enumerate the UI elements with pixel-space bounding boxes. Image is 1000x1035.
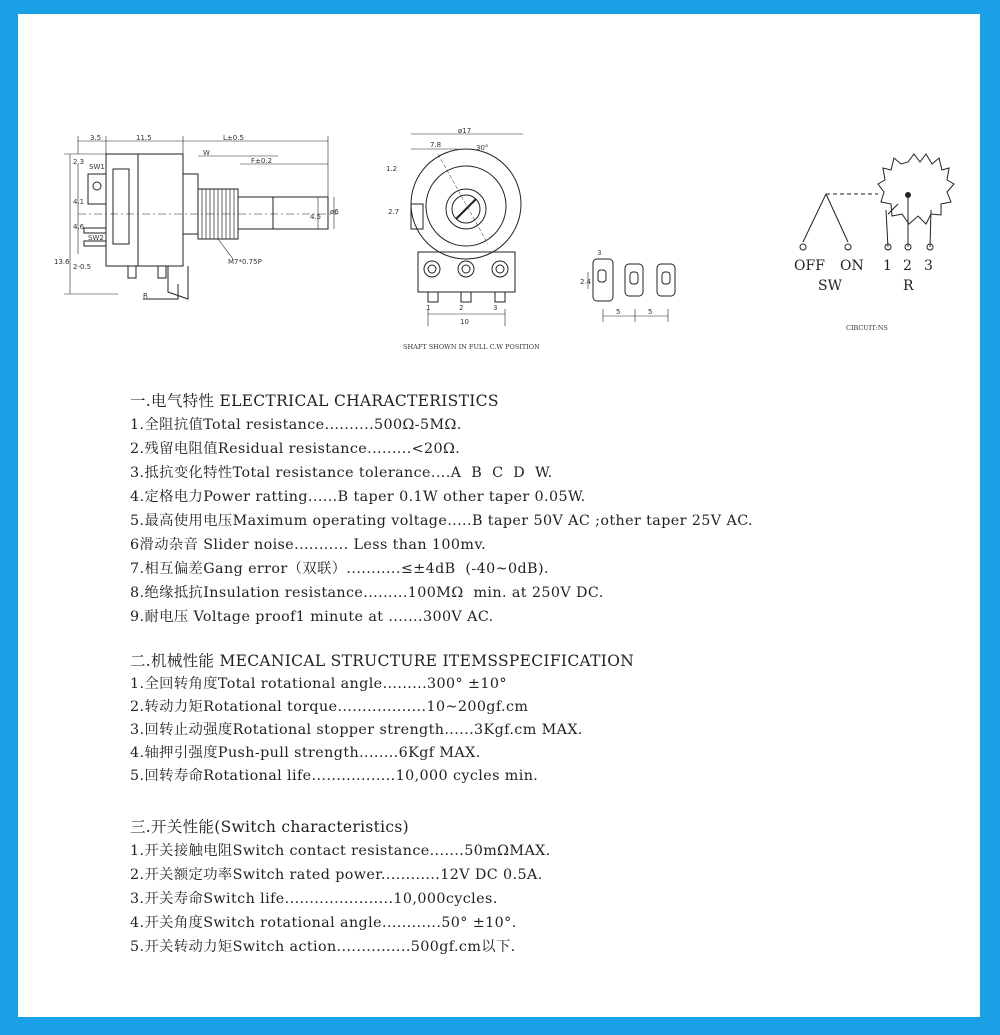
spec-line: 4.轴押引强度Push-pull strength........6Kgf MAX.	[130, 745, 481, 761]
circuit-off-label: OFF	[794, 258, 825, 274]
front-view	[411, 134, 523, 326]
spec-line: 9.耐电压 Voltage proof1 minute at .......300V AC.	[130, 609, 494, 625]
spec-line: 8.绝缘抵抗Insulation resistance.........100MΩ min. at 250V DC.	[130, 585, 604, 601]
dim-label: W	[203, 149, 210, 157]
side-view	[64, 136, 338, 299]
pin-number: 1	[426, 304, 431, 312]
circuit-sw-label: SW	[818, 278, 842, 294]
spec-line: 7.相互偏差Gang error（双联）...........≤±4dB (-40~0dB).	[130, 561, 549, 577]
switch-label: SW1	[89, 163, 105, 171]
circuit-pin-2: 2	[903, 258, 912, 274]
electrical-characteristics	[130, 389, 753, 629]
circuit-on-label: ON	[840, 258, 864, 274]
spec-line: 5.开关转动力矩Switch action...............500gf.cm以下.	[130, 939, 516, 955]
spec-line: 3.回转止动强度Rotational stopper strength......3Kgf.cm MAX.	[130, 722, 583, 738]
r-terminal-label: R	[143, 292, 148, 300]
dim-label: 2-0.5	[73, 263, 92, 271]
circuit-diagram	[800, 154, 954, 250]
drawing-svg	[18, 14, 980, 374]
circuit-pin-3: 3	[924, 258, 933, 274]
spec-line: 6滑动杂音 Slider noise........... Less than 100mv.	[130, 537, 487, 553]
circuit-labels	[794, 258, 933, 332]
spec-line: 2.转动力矩Rotational torque..................10~200gf.cm	[130, 699, 529, 715]
thread-label: M7*0.75P	[228, 258, 262, 266]
dim-label: 5	[648, 308, 653, 316]
spec-line: 4.开关角度Switch rotational angle............50° ±10°.	[130, 915, 517, 931]
dim-label: ø17	[458, 127, 472, 135]
dim-label: ø6	[330, 208, 339, 216]
section-title: 二.机械性能 MECANICAL STRUCTURE ITEMSSPECIFICATION	[130, 652, 635, 670]
switch-label: SW2	[88, 234, 104, 242]
section-title: 三.开关性能(Switch characteristics)	[130, 818, 409, 836]
spec-line: 1.全阻抗值Total resistance..........500Ω-5MΩ.	[130, 417, 462, 433]
dim-label: 7.8	[430, 141, 442, 149]
dim-label: 30°	[476, 144, 489, 152]
spec-line: 5.回转寿命Rotational life.................10,000 cycles min.	[130, 768, 539, 784]
side-view-labels	[54, 134, 339, 300]
spec-line: 3.开关寿命Switch life......................10,000cycles.	[130, 891, 498, 907]
spec-line: 3.抵抗变化特性Total resistance tolerance....A B C D W.	[130, 465, 553, 481]
switch-characteristics	[130, 815, 551, 959]
front-view-labels	[386, 127, 540, 351]
circuit-r-label: R	[903, 278, 914, 294]
dim-label: 4.1	[73, 198, 85, 206]
dim-label: L±0.5	[223, 134, 244, 142]
pin-detail-labels	[580, 249, 652, 316]
spec-line: 2.残留电阻值Residual resistance.........<20Ω.	[130, 441, 461, 457]
dim-label: 2.3	[73, 158, 85, 166]
datasheet-page	[18, 14, 980, 1017]
dim-label: 5	[616, 308, 621, 316]
dim-label: 4.5	[310, 213, 322, 221]
pin-detail-view	[588, 259, 675, 322]
technical-drawing	[18, 14, 980, 374]
dim-label: 2.4	[580, 278, 592, 286]
section-title: 一.电气特性 ELECTRICAL CHARACTERISTICS	[130, 392, 499, 410]
dim-label: 4.6	[73, 223, 85, 231]
spec-line: 4.定格电力Power ratting......B taper 0.1W other taper 0.05W.	[130, 489, 586, 505]
dim-label: 3	[597, 249, 602, 257]
dim-label: 10	[460, 318, 469, 326]
spec-line: 5.最高使用电压Maximum operating voltage.....B taper 50V AC ;other taper 25V AC.	[130, 513, 753, 529]
pin-number: 3	[493, 304, 498, 312]
dim-label: F±0.2	[251, 157, 273, 165]
dim-label: 1.2	[386, 165, 398, 173]
circuit-pin-1: 1	[883, 258, 892, 274]
spec-line: 1.开关接触电阻Switch contact resistance.......50mΩMAX.	[130, 843, 551, 859]
dim-label: 13.6	[54, 258, 70, 266]
mechanical-characteristics	[130, 649, 634, 788]
circuit-caption: CIRCUIT:NS	[846, 324, 888, 332]
spec-line: 1.全回转角度Total rotational angle.........300° ±10°	[130, 676, 507, 692]
pin-number: 2	[459, 304, 464, 312]
dim-label: 2.7	[388, 208, 400, 216]
spec-line: 2.开关额定功率Switch rated power............12V DC 0.5A.	[130, 867, 543, 883]
dim-label: 11.5	[136, 134, 152, 142]
dim-label: 3.5	[90, 134, 102, 142]
front-view-caption: SHAFT SHOWN IN FULL C.W POSITION	[403, 343, 540, 351]
